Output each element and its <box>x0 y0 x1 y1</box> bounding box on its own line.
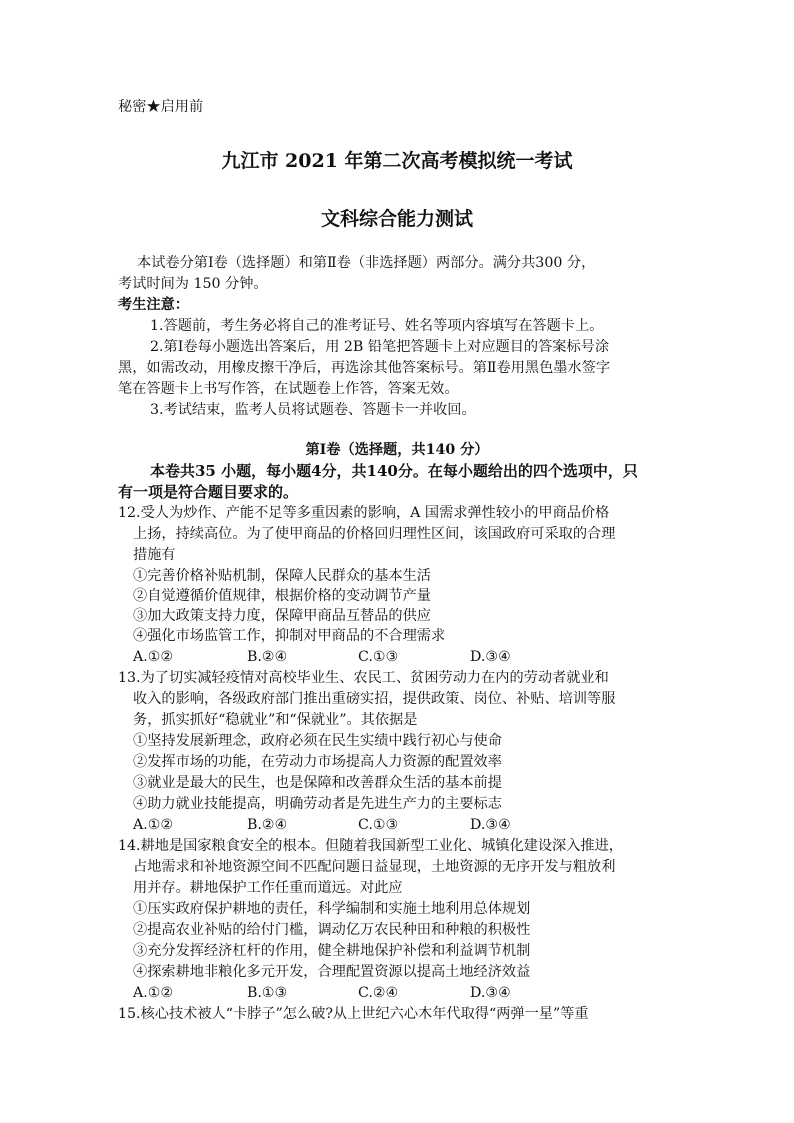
intro-line-1: 本试卷分第Ⅰ卷（选择题）和第Ⅱ卷（非选择题）两部分。满分共300 分， <box>137 255 596 271</box>
question-item: ①压实政府保护耕地的责任，科学编制和实施土地利用总体规划 <box>133 901 531 917</box>
question-item: ④强化市场监管工作，抑制对甲商品的不合理需求 <box>133 628 446 644</box>
question-item: ④探索耕地非粮化多元开发，合理配置资源以提高土地经济效益 <box>133 964 531 980</box>
question-stem: 上扬，持续高位。为了使甲商品的价格回归理性区间，该国政府可采取的合理 <box>133 526 616 542</box>
question-item: ①坚持发展新理念，政府必须在民生实绩中践行初心与使命 <box>133 733 502 749</box>
intro-line-2: 考试时间为 150 分钟。 <box>118 276 268 292</box>
notice-line: 黑，如需改动，用橡皮擦干净后，再选涂其他答案标号。第Ⅱ卷用黑色墨水签字 <box>118 360 611 376</box>
confidential-label: 秘密★启用前 <box>118 99 204 115</box>
section-title: 第Ⅰ卷（选择题，共140 分） <box>305 442 489 458</box>
notice-line: 3.考试结束，监考人员将试题卷、答题卡一并收回。 <box>150 402 476 418</box>
question-item: ②发挥市场的功能，在劳动力市场提高人力资源的配置效率 <box>133 754 502 770</box>
notice-line: 2.第Ⅰ卷每小题选出答案后，用 2B 铅笔把答题卡上对应题目的答案标号涂 <box>150 339 610 355</box>
question-item: ③就业是最大的民生，也是保障和改善群众生活的基本前提 <box>133 775 502 791</box>
question-stem: 12.受人为炒作、产能不足等多重因素的影响，A 国需求弹性较小的甲商品价格 <box>118 505 610 521</box>
question-stem: 13.为了切实减轻疫情对高校毕业生、农民工、贫困劳动力在内的劳动者就业和 <box>118 670 609 686</box>
option-b: B.②④ <box>247 817 288 833</box>
notice-line: 1.答题前，考生务必将自己的准考证号、姓名等项内容填写在答题卡上。 <box>150 318 604 334</box>
option-d: D.③④ <box>470 817 511 833</box>
option-b: B.②④ <box>247 649 288 665</box>
question-stem: 措施有 <box>133 547 176 563</box>
option-c: C.①③ <box>358 817 399 833</box>
notice-heading: 考生注意： <box>118 297 189 313</box>
section-desc: 有一项是符合题目要求的。 <box>118 483 299 501</box>
option-b: B.①③ <box>247 985 288 1001</box>
question-item: ①完善价格补贴机制，保障人民群众的基本生活 <box>133 568 431 584</box>
question-stem: 占地需求和补地资源空间不匹配问题日益显现，土地资源的无序开发与粗放利 <box>133 859 616 875</box>
question-stem: 15.核心技术被人“卡脖子”怎么破?从上世纪六心木年代取得“两弹一星”等重 <box>118 1006 589 1022</box>
question-item: ②提高农业补贴的给付门槛，调动亿万农民种田和种粮的积极性 <box>133 922 531 938</box>
option-d: D.③④ <box>470 649 511 665</box>
option-a: A.①② <box>133 985 174 1001</box>
exam-subtitle: 文科综合能力测试 <box>320 208 473 230</box>
option-a: A.①② <box>133 649 174 665</box>
question-item: ④助力就业技能提高，明确劳动者是先进生产力的主要标志 <box>133 796 502 812</box>
question-item: ③加大政策支持力度，保障甲商品互替品的供应 <box>133 608 431 624</box>
question-stem: 用并存。耕地保护工作任重而道远。对此应 <box>133 880 403 896</box>
question-stem: 收入的影响，各级政府部门推出重磅实招，提供政策、岗位、补贴、培训等服 <box>133 691 616 707</box>
option-a: A.①② <box>133 817 174 833</box>
question-stem: 14.耕地是国家粮食安全的根本。但随着我国新型工业化、城镇化建设深入推进， <box>118 838 623 854</box>
question-item: ③充分发挥经济杠杆的作用，健全耕地保护补偿和利益调节机制 <box>133 943 531 959</box>
section-desc: 本卷共35 小题，每小题4分，共140分。在每小题给出的四个选项中，只 <box>150 462 638 480</box>
notice-line: 笔在答题卡上书写作答，在试题卷上作答，答案无效。 <box>118 381 459 397</box>
exam-title: 九江市 2021 年第二次高考模拟统一考试 <box>221 150 573 172</box>
option-c: C.①③ <box>358 649 399 665</box>
option-d: D.③④ <box>470 985 511 1001</box>
question-item: ②自觉遵循价值规律，根据价格的变动调节产量 <box>133 588 431 604</box>
option-c: C.②④ <box>358 985 399 1001</box>
question-stem: 务，抓实抓好“稳就业”和“保就业”。其依据是 <box>133 712 418 728</box>
